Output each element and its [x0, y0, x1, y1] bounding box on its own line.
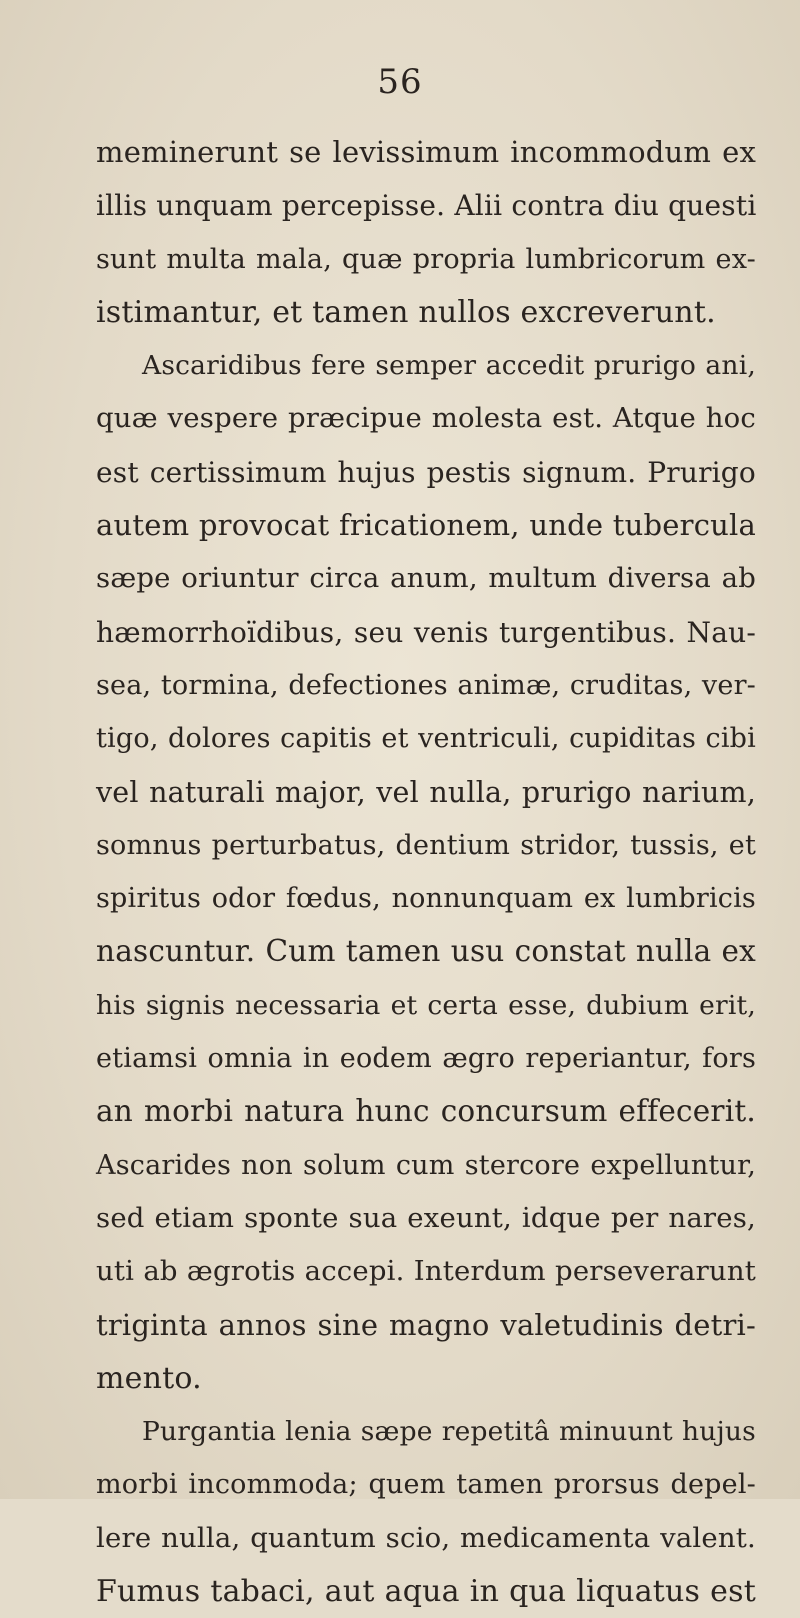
text-line: lere nulla, quantum scio, medicamenta valent.: [96, 1521, 756, 1554]
text-line: hæmorrhoïdibus, seu venis turgentibus. Nau-: [96, 615, 756, 649]
text-line: an morbi natura hunc concursum effecerit.: [96, 1094, 756, 1129]
text-line: Fumus tabaci, aut aqua in qua liquatus est: [96, 1574, 756, 1610]
text-line: istimantur, et tamen nullos excreverunt.: [96, 294, 716, 330]
text-line: autem provocat fricationem, unde tubercula: [96, 508, 756, 543]
body-text: [96, 126, 756, 1618]
text-line: triginta annos sine magno valetudinis detri-: [96, 1307, 756, 1342]
text-line: mento.: [96, 1360, 202, 1396]
text-line: Ascarides non solum cum stercore expelluntur,: [96, 1149, 756, 1181]
text-line: somnus perturbatus, dentium stridor, tussis, et: [96, 829, 756, 861]
text-line: his signis necessaria et certa esse, dubium erit,: [96, 989, 756, 1021]
text-line: sæpe oriuntur circa anum, multum diversa ab: [96, 562, 756, 595]
text-line: morbi incommoda; quem tamen prorsus depel-: [96, 1469, 756, 1501]
text-line: etiamsi omnia in eodem ægro reperiantur, fors: [96, 1043, 756, 1075]
text-line: tigo, dolores capitis et ventriculi, cupiditas cibi: [96, 723, 756, 755]
text-line: illis unquam percepisse. Alii contra diu questi: [96, 189, 757, 223]
text-line: vel naturali major, vel nulla, prurigo narium,: [96, 775, 756, 809]
text-line: uti ab ægrotis accepi. Interdum perseverarunt: [96, 1255, 756, 1288]
page-number: 56: [377, 62, 423, 102]
text-line: Ascaridibus fere semper accedit prurigo ani,: [142, 350, 756, 382]
text-line: Purgantia lenia sæpe repetitâ minuunt hujus: [142, 1416, 756, 1448]
text-line: nascuntur. Cum tamen usu constat nulla ex: [96, 934, 756, 969]
text-line: meminerunt se levissimum incommodum ex: [96, 135, 756, 169]
text-line: sunt multa mala, quæ propria lumbricorum ex-: [96, 243, 756, 275]
text-line: sea, tormina, defectiones animæ, cruditas, ver-: [96, 669, 756, 701]
text-line: spiritus odor fœdus, nonnunquam ex lumbricis: [96, 883, 756, 915]
text-line: quæ vespere præcipue molesta est. Atque hoc: [96, 402, 756, 435]
text-line: est certissimum hujus pestis signum. Prurigo: [96, 455, 756, 489]
text-line: sed etiam sponte sua exeunt, idque per nares,: [96, 1201, 756, 1234]
